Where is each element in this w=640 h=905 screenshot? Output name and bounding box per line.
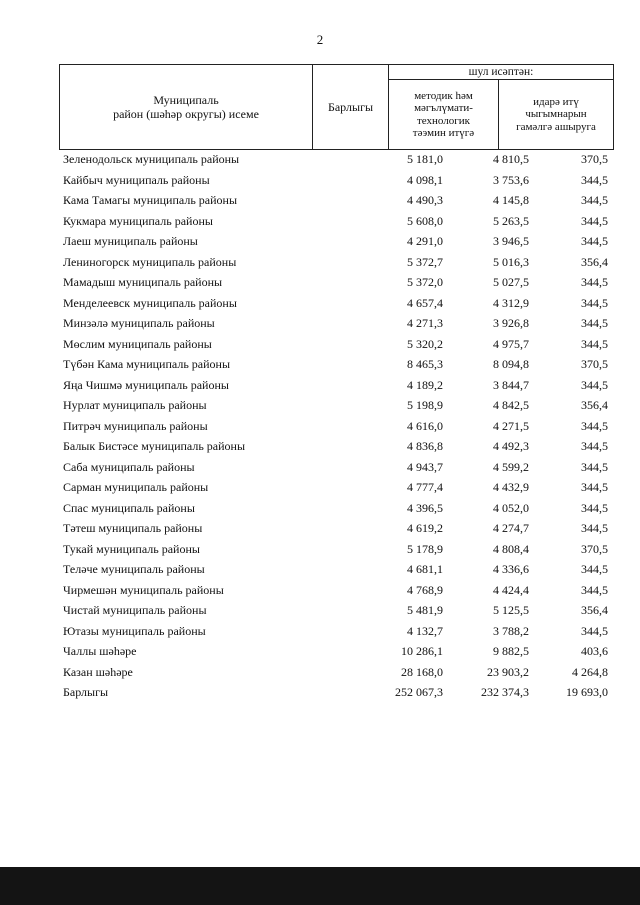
table-row bbox=[59, 457, 613, 478]
row-methodical: 4 808,4 bbox=[493, 541, 529, 556]
row-admin: 344,5 bbox=[581, 459, 608, 474]
row-methodical: 4 432,9 bbox=[493, 480, 529, 494]
table-row bbox=[59, 416, 613, 437]
row-admin: 19 693,0 bbox=[566, 685, 608, 699]
row-methodical: 4 336,6 bbox=[493, 562, 529, 576]
row-methodical: 4 424,4 bbox=[493, 582, 529, 597]
row-name: Мөслим муниципаль районы bbox=[63, 336, 212, 351]
row-name: Чистай муниципаль районы bbox=[63, 603, 207, 617]
row-methodical: 3 946,5 bbox=[493, 234, 529, 248]
row-total: 5 181,0 bbox=[407, 152, 443, 166]
row-name: Тукай муниципаль районы bbox=[63, 541, 200, 556]
row-total: 5 608,0 bbox=[407, 213, 443, 228]
table-row bbox=[59, 190, 613, 211]
row-methodical: 4 492,3 bbox=[493, 439, 529, 453]
table-row bbox=[59, 559, 613, 580]
table-row bbox=[59, 149, 613, 170]
table-row bbox=[59, 313, 613, 334]
table-row bbox=[59, 293, 613, 314]
row-admin: 356,4 bbox=[581, 603, 608, 617]
row-name: Теләче муниципаль районы bbox=[63, 562, 205, 576]
table-row bbox=[59, 334, 613, 355]
row-name: Менделеевск муниципаль районы bbox=[63, 295, 237, 310]
row-admin: 344,5 bbox=[581, 521, 608, 535]
row-name: Барлыгы bbox=[63, 685, 109, 699]
row-admin: 344,5 bbox=[581, 316, 608, 330]
row-name: Лаеш муниципаль районы bbox=[63, 234, 198, 248]
row-admin: 344,5 bbox=[581, 336, 608, 351]
row-methodical: 3 788,2 bbox=[493, 623, 529, 638]
row-total: 8 465,3 bbox=[407, 357, 443, 371]
row-name: Питрәч муниципаль районы bbox=[63, 418, 208, 433]
column-header-name-line1: Муниципаль bbox=[153, 93, 219, 107]
table-row bbox=[59, 272, 613, 293]
row-admin: 344,5 bbox=[581, 623, 608, 638]
column-header-name-line2: район (шәһәр округы) исеме bbox=[113, 107, 259, 121]
table-row bbox=[59, 600, 613, 621]
table-row bbox=[59, 477, 613, 498]
row-total: 252 067,3 bbox=[395, 685, 443, 699]
table-row bbox=[59, 518, 613, 539]
row-methodical: 5 125,5 bbox=[493, 603, 529, 617]
row-admin: 344,5 bbox=[581, 193, 608, 207]
row-methodical: 4 975,7 bbox=[493, 336, 529, 351]
row-name: Сарман муниципаль районы bbox=[63, 480, 209, 494]
row-total: 10 286,1 bbox=[401, 644, 443, 658]
row-admin: 370,5 bbox=[581, 357, 608, 371]
row-methodical: 3 926,8 bbox=[493, 316, 529, 330]
table-row bbox=[59, 641, 613, 662]
row-methodical: 5 016,3 bbox=[493, 254, 529, 269]
table-row bbox=[59, 621, 613, 642]
table-row bbox=[59, 231, 613, 252]
row-name: Түбән Кама муниципаль районы bbox=[63, 357, 231, 371]
row-total: 28 168,0 bbox=[401, 664, 443, 679]
table-row bbox=[59, 580, 613, 601]
row-name: Тәтеш муниципаль районы bbox=[63, 521, 203, 535]
methodical-line: мәгълүмати- bbox=[414, 102, 473, 114]
row-admin: 370,5 bbox=[581, 541, 608, 556]
row-total: 4 768,9 bbox=[407, 582, 443, 597]
row-methodical: 3 844,7 bbox=[493, 377, 529, 392]
column-header-total: Барлыгы bbox=[313, 65, 389, 150]
row-name: Балык Бистәсе муниципаль районы bbox=[63, 439, 246, 453]
table-row bbox=[59, 211, 613, 232]
row-admin: 344,5 bbox=[581, 439, 608, 453]
table-body bbox=[59, 149, 613, 703]
column-header-methodical bbox=[389, 80, 499, 150]
row-total: 5 481,9 bbox=[407, 603, 443, 617]
row-total: 4 681,1 bbox=[407, 562, 443, 576]
row-name: Саба муниципаль районы bbox=[63, 459, 195, 474]
row-admin: 4 264,8 bbox=[572, 664, 608, 679]
row-total: 4 836,8 bbox=[407, 439, 443, 453]
row-admin: 344,5 bbox=[581, 418, 608, 433]
row-methodical: 3 753,6 bbox=[493, 172, 529, 187]
row-admin: 344,5 bbox=[581, 234, 608, 248]
row-admin: 344,5 bbox=[581, 275, 608, 289]
row-methodical: 4 810,5 bbox=[493, 152, 529, 166]
row-name: Нурлат муниципаль районы bbox=[63, 398, 207, 412]
row-total: 4 777,4 bbox=[407, 480, 443, 494]
row-total: 5 178,9 bbox=[407, 541, 443, 556]
admin-line: гамәлгә ашыруга bbox=[516, 120, 596, 133]
methodical-line: технологик bbox=[416, 114, 471, 127]
row-total: 4 619,2 bbox=[407, 521, 443, 535]
row-total: 4 291,0 bbox=[407, 234, 443, 248]
table-row bbox=[59, 354, 613, 375]
row-name: Мамадыш муниципаль районы bbox=[63, 275, 223, 289]
row-name: Минзәлә муниципаль районы bbox=[63, 316, 215, 330]
table-row bbox=[59, 436, 613, 457]
column-header-including: шул исәптән: bbox=[389, 65, 614, 80]
table-row bbox=[59, 662, 613, 683]
row-name: Зеленодольск муниципаль районы bbox=[63, 152, 240, 166]
row-methodical: 5 027,5 bbox=[493, 275, 529, 289]
row-admin: 344,5 bbox=[581, 582, 608, 597]
row-name: Кукмара муниципаль районы bbox=[63, 213, 213, 228]
table-row bbox=[59, 498, 613, 519]
row-total: 4 132,7 bbox=[407, 623, 443, 638]
row-total: 4 943,7 bbox=[407, 459, 443, 474]
row-name: Кама Тамагы муниципаль районы bbox=[63, 193, 238, 207]
row-name: Лениногорск муниципаль районы bbox=[63, 254, 237, 269]
row-total: 5 320,2 bbox=[407, 336, 443, 351]
table-row bbox=[59, 539, 613, 560]
row-admin: 344,5 bbox=[581, 295, 608, 310]
row-methodical: 232 374,3 bbox=[481, 685, 529, 699]
row-total: 4 616,0 bbox=[407, 418, 443, 433]
methodical-line: методик һәм bbox=[414, 89, 473, 102]
scan-edge-band bbox=[0, 867, 640, 905]
column-header-name bbox=[60, 65, 313, 150]
row-admin: 344,5 bbox=[581, 562, 608, 576]
row-total: 4 657,4 bbox=[407, 295, 443, 310]
table-row-total bbox=[59, 682, 613, 703]
row-name: Яңа Чишмә муниципаль районы bbox=[63, 377, 229, 392]
table-row bbox=[59, 395, 613, 416]
row-methodical: 4 842,5 bbox=[493, 398, 529, 412]
row-total: 4 490,3 bbox=[407, 193, 443, 207]
row-admin: 344,5 bbox=[581, 500, 608, 515]
row-admin: 344,5 bbox=[581, 377, 608, 392]
row-admin: 356,4 bbox=[581, 254, 608, 269]
row-total: 5 372,0 bbox=[407, 275, 443, 289]
row-methodical: 4 052,0 bbox=[493, 500, 529, 515]
row-name: Спас муниципаль районы bbox=[63, 500, 195, 515]
methodical-line: тәэмин итүгә bbox=[412, 127, 475, 139]
row-total: 4 189,2 bbox=[407, 377, 443, 392]
row-methodical: 4 274,7 bbox=[493, 521, 529, 535]
row-admin: 344,5 bbox=[581, 172, 608, 187]
row-admin: 403,6 bbox=[581, 644, 608, 658]
row-name: Казан шәһәре bbox=[63, 664, 133, 679]
column-header-admin bbox=[499, 80, 614, 150]
row-name: Чаллы шәһәре bbox=[63, 644, 137, 658]
page-number: 2 bbox=[316, 32, 324, 47]
table-header bbox=[59, 64, 614, 150]
row-name: Кайбыч муниципаль районы bbox=[63, 172, 210, 187]
row-methodical: 23 903,2 bbox=[487, 664, 529, 679]
row-methodical: 9 882,5 bbox=[493, 644, 529, 658]
row-methodical: 4 312,9 bbox=[493, 295, 529, 310]
row-total: 4 271,3 bbox=[407, 316, 443, 330]
table-row bbox=[59, 375, 613, 396]
row-admin: 344,5 bbox=[581, 480, 608, 494]
row-total: 5 198,9 bbox=[407, 398, 443, 412]
row-total: 4 098,1 bbox=[407, 172, 443, 187]
row-methodical: 8 094,8 bbox=[493, 357, 529, 371]
row-methodical: 4 145,8 bbox=[493, 193, 529, 207]
table-row bbox=[59, 170, 613, 191]
row-admin: 356,4 bbox=[581, 398, 608, 412]
admin-line: идарә итү bbox=[533, 95, 579, 108]
row-admin: 370,5 bbox=[581, 152, 608, 166]
row-admin: 344,5 bbox=[581, 213, 608, 228]
row-total: 4 396,5 bbox=[407, 500, 443, 515]
row-total: 5 372,7 bbox=[407, 254, 443, 269]
admin-line: чыгымнарын bbox=[525, 108, 587, 121]
row-methodical: 5 263,5 bbox=[493, 213, 529, 228]
row-methodical: 4 271,5 bbox=[493, 418, 529, 433]
row-methodical: 4 599,2 bbox=[493, 459, 529, 474]
row-name: Чирмешән муниципаль районы bbox=[63, 582, 224, 597]
row-name: Ютазы муниципаль районы bbox=[63, 623, 206, 638]
table-row bbox=[59, 252, 613, 273]
